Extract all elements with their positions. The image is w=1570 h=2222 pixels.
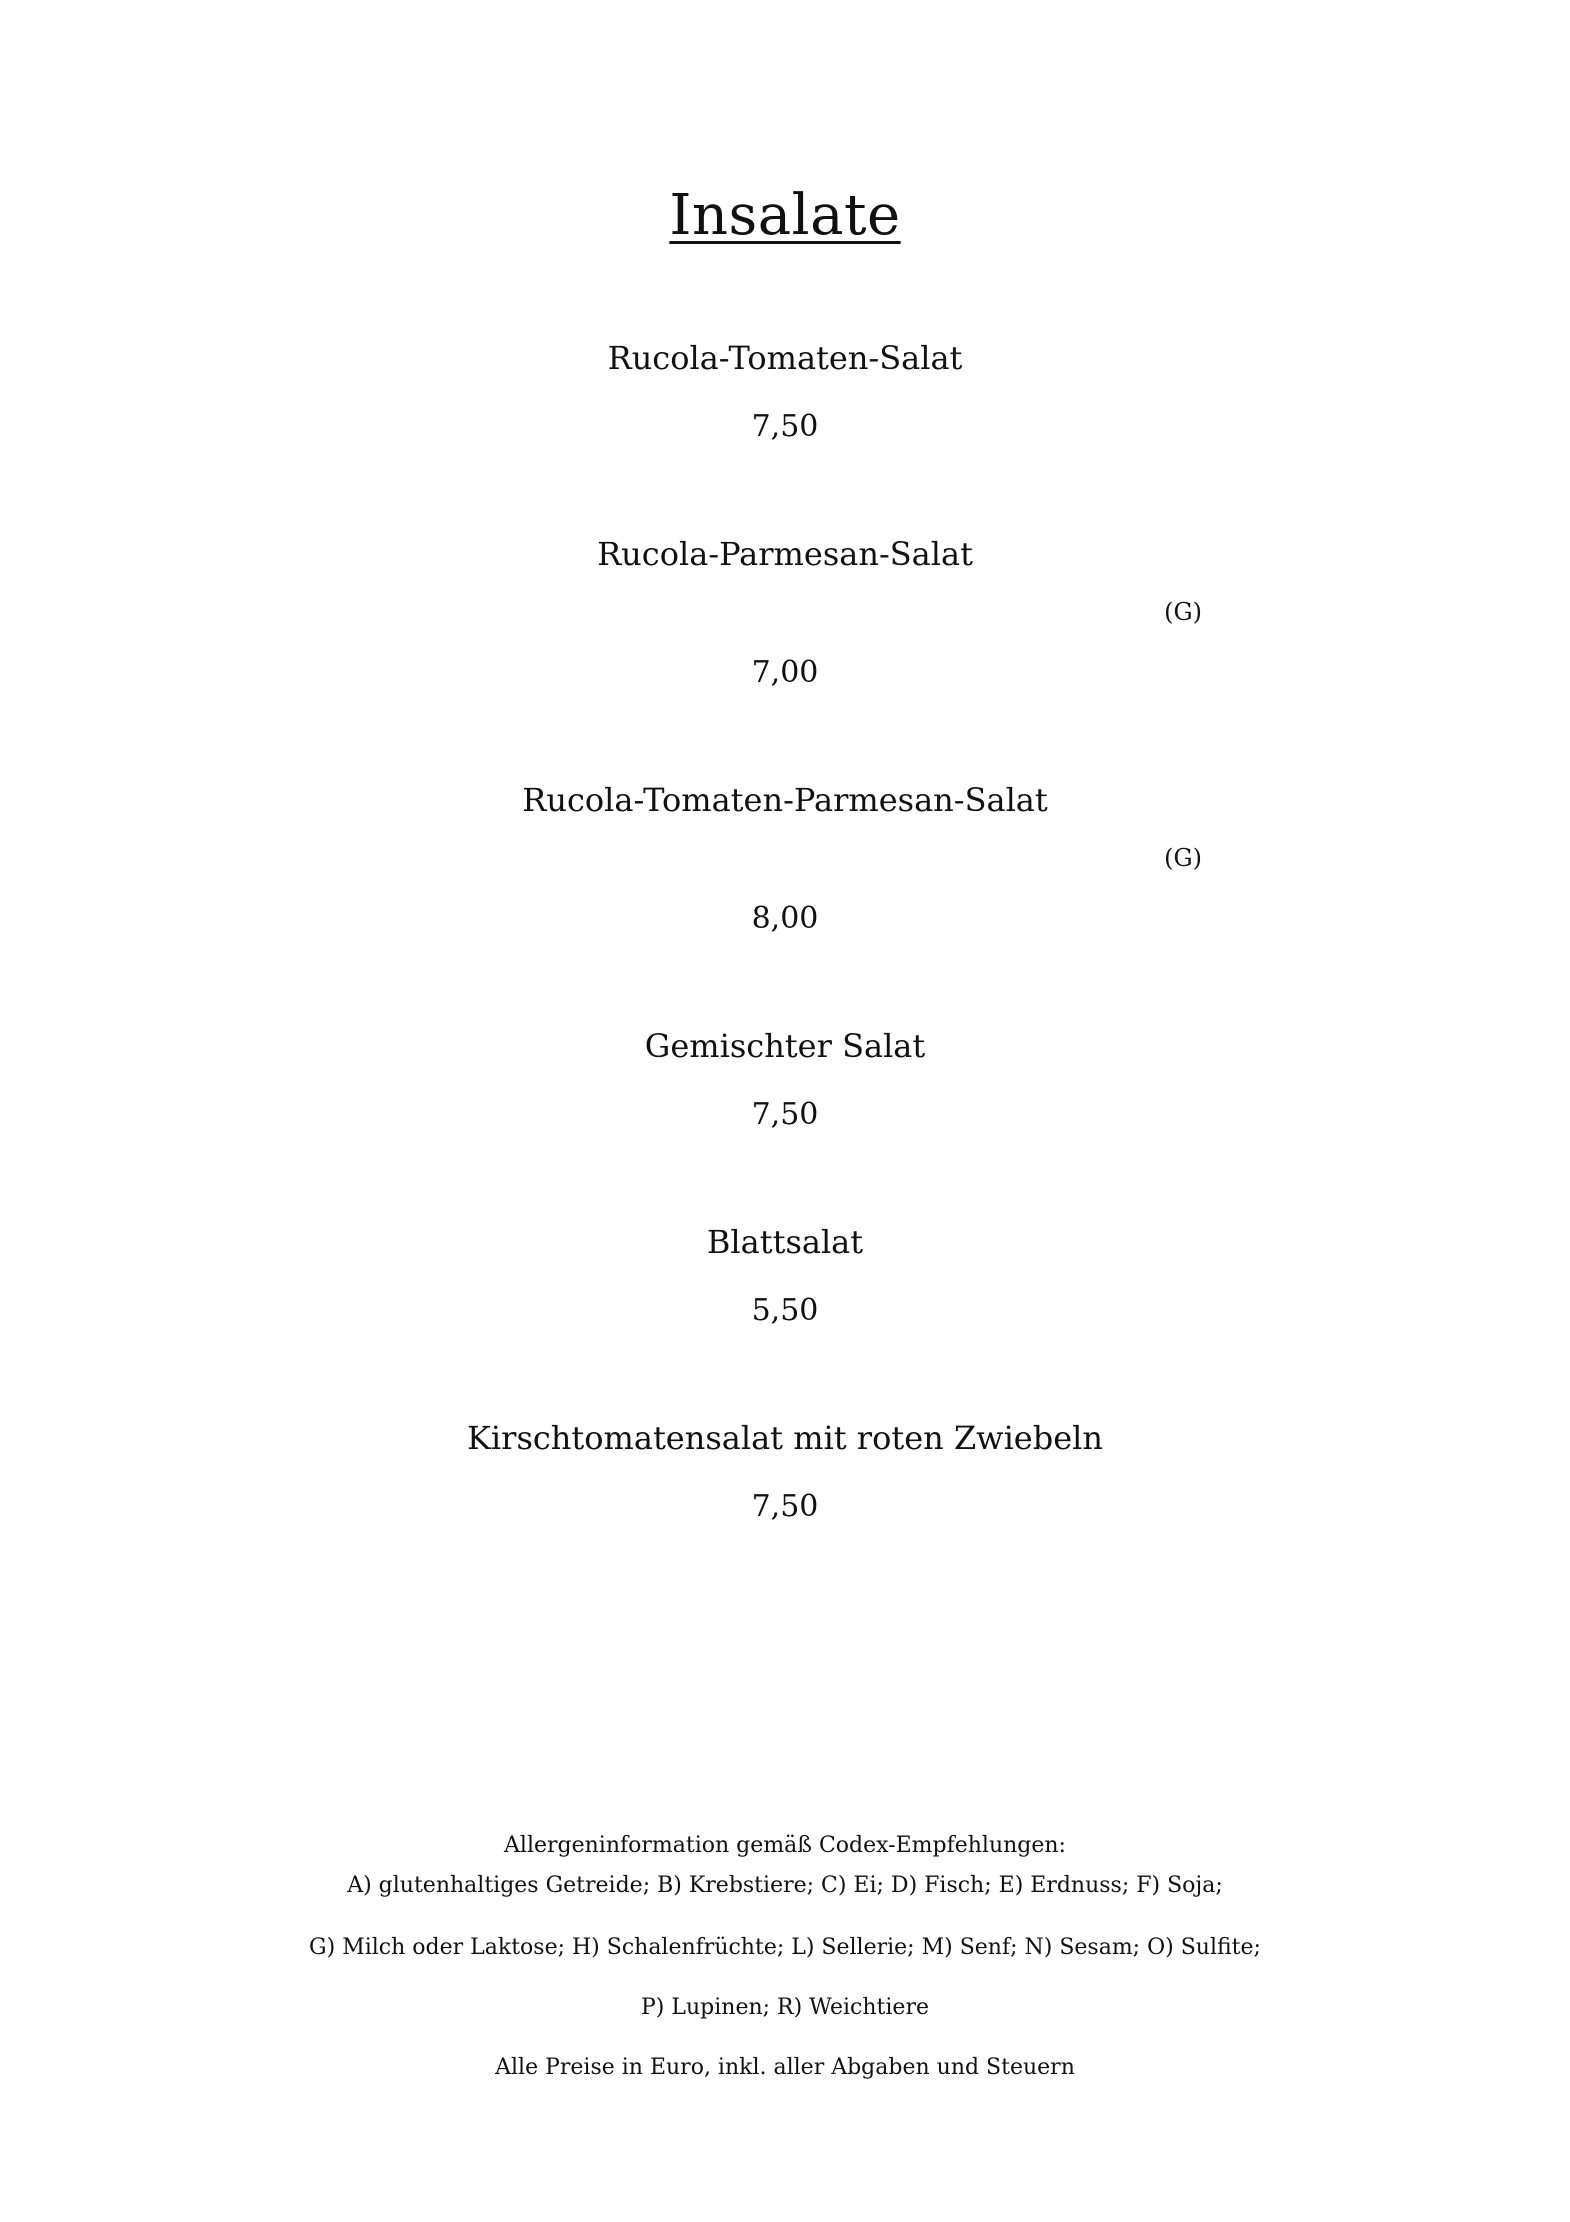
menu-item-name: Rucola-Parmesan-Salat [597, 535, 973, 573]
menu-item-price: 7,00 [751, 655, 819, 690]
menu-item-name: Rucola-Tomaten-Parmesan-Salat [522, 781, 1048, 819]
menu-item-price: 5,50 [751, 1293, 819, 1328]
menu-title-text: Insalate [669, 183, 901, 248]
allergen-list-line: P) Lupinen; R) Weichtiere [641, 1995, 929, 2020]
menu-item-allergen: (G) [1164, 598, 1202, 626]
allergen-list-line: A) glutenhaltiges Getreide; B) Krebstiere; C) Ei; D) Fisch; E) Erdnuss; F) Soja; [347, 1873, 1223, 1898]
allergen-list-line: G) Milch oder Laktose; H) Schalenfrüchte; L) Sellerie; M) Senf; N) Sesam; O) Sulfite; [309, 1935, 1261, 1960]
menu-item-name: Blattsalat [706, 1223, 864, 1261]
allergen-heading: Allergeninformation gemäß Codex-Empfehlungen: [504, 1833, 1066, 1858]
menu-item-name: Rucola-Tomaten-Salat [607, 339, 963, 377]
menu-item-price: 7,50 [751, 409, 819, 444]
menu-item-name: Kirschtomatensalat mit roten Zwiebeln [467, 1419, 1103, 1457]
menu-item-price: 7,50 [751, 1097, 819, 1132]
menu-item-allergen: (G) [1164, 844, 1202, 872]
menu-item-price: 7,50 [751, 1489, 819, 1524]
menu-item-name: Gemischter Salat [644, 1027, 926, 1065]
menu-item-price: 8,00 [751, 901, 819, 936]
price-note: Alle Preise in Euro, inkl. aller Abgaben und Steuern [495, 2055, 1075, 2080]
menu-title [0, 183, 1570, 248]
